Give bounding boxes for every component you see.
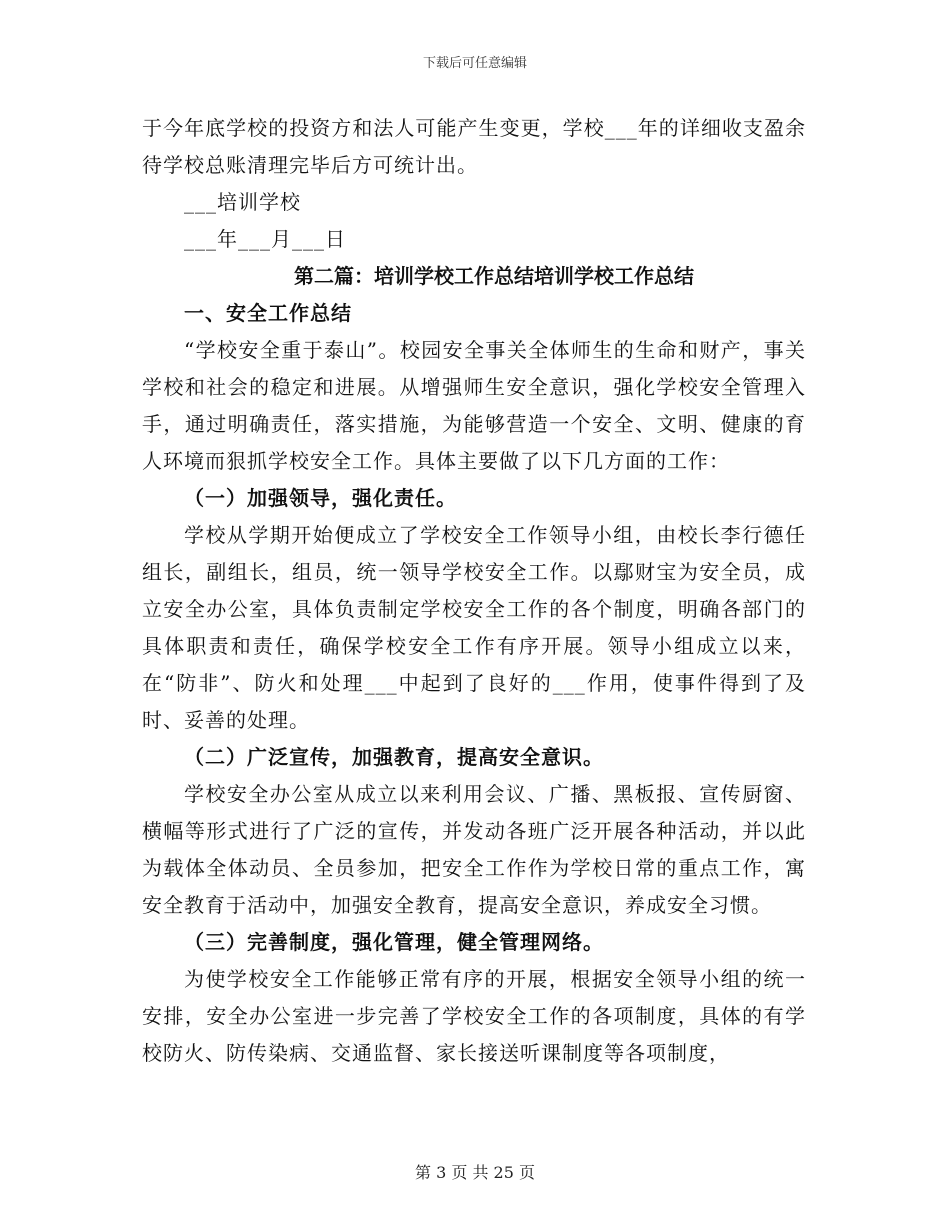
subheading-system: （三）完善制度，强化管理，健全管理网络。 [184,930,604,954]
document-body [142,110,806,1072]
paragraph-continuation: 于今年底学校的投资方和法人可能产生变更，学校___年的详细收支盈余待学校总账清理完毕后方可统计出。 [142,116,806,177]
page-header: 下载后可任意编辑 [422,56,527,71]
subheading-publicity: （二）广泛宣传，加强教育，提高安全意识。 [184,745,604,769]
subheading-leadership: （一）加强领导，强化责任。 [184,486,457,510]
signature-school: ___培训学校 [184,190,301,214]
signature-date: ___年___月___日 [184,227,346,251]
paragraph-leadership: 学校从学期开始便成立了学校安全工作领导小组，由校长李行德任组长，副组长，组员，统一领导学校安全工作。以鄢财宝为安全员，成立安全办公室，具体负责制定学校安全工作的各个制度，明确各部门的具体职责和责任，确保学校安全工作有序开展。领导小组成立以来，在“防非”、防火和处理___中起到了良好的___作用，使事件得到了及时、妥善的处理。 [142,523,806,732]
paragraph-intro: “学校安全重于泰山”。校园安全事关全体师生的生命和财产，事关学校和社会的稳定和进展。从增强师生安全意识，强化学校安全管理入手，通过明确责任，落实措施，为能够营造一个安全、文明、健康的育人环境而狠抓学校安全工作。具体主要做了以下几方面的工作： [142,338,806,473]
section-title: 第二篇：培训学校工作总结培训学校工作总结 [294,264,694,288]
paragraph-publicity: 学校安全办公室从成立以来利用会议、广播、黑板报、宣传厨窗、横幅等形式进行了广泛的宣传，并发动各班广泛开展各种活动，并以此为载体全体动员、全员参加，把安全工作作为学校日常的重点工作，寓安全教育于活动中，加强安全教育，提高安全意识，养成安全习惯。 [142,782,806,917]
paragraph-system: 为使学校安全工作能够正常有序的开展，根据安全领导小组的统一安排，安全办公室进一步完善了学校安全工作的各项制度，具体的有学校防火、防传染病、交通监督、家长接送听课制度等各项制度， [142,967,806,1065]
heading-safety-summary: 一、安全工作总结 [184,301,352,325]
page-number: 第 3 页 共 25 页 [415,1163,535,1182]
